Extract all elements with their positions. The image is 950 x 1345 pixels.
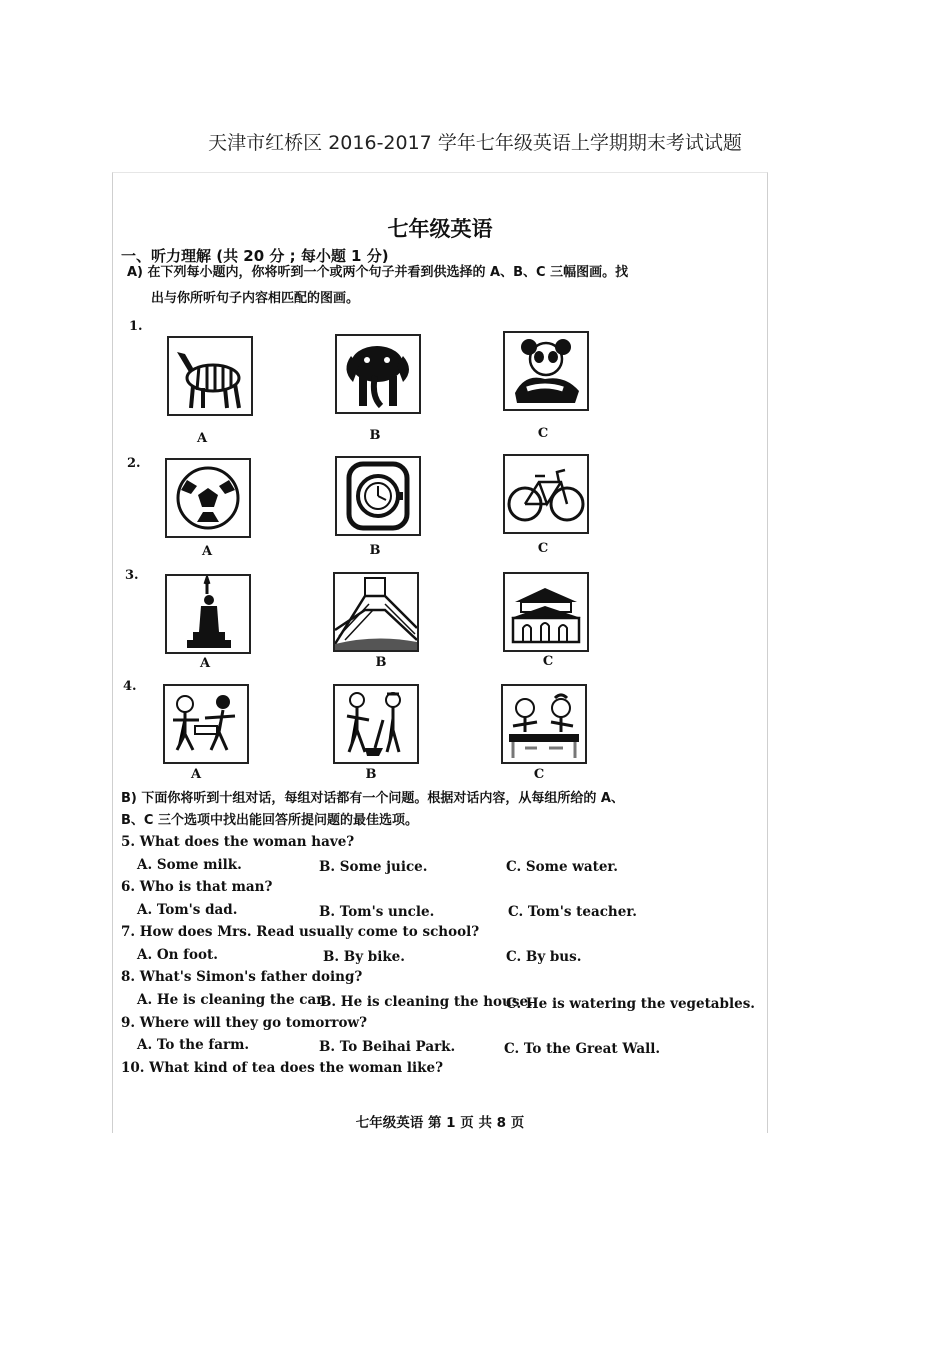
question-6-option-c: C. Tom's teacher. <box>508 904 637 920</box>
picture-question-number: 3. <box>125 568 139 583</box>
statue-of-liberty-icon[interactable] <box>165 574 251 654</box>
option-label-c: C <box>542 654 554 669</box>
watch-icon[interactable] <box>335 456 421 536</box>
question-5-option-c: C. Some water. <box>506 859 619 875</box>
part-b-instruction <box>121 786 624 834</box>
question-7-option-b: B. By bike. <box>323 949 405 965</box>
question-5-option-b: B. Some juice. <box>319 859 428 875</box>
scanned-page <box>112 172 768 1133</box>
option-label-a: A <box>199 656 211 671</box>
question-5-option-a: A. Some milk. <box>137 857 242 873</box>
section-listening-title: 一、听力理解 (共 20 分 ; 每小题 1 分) <box>121 247 389 265</box>
option-label-a: A <box>190 767 202 782</box>
question-6: 6. Who is that man? <box>121 879 273 895</box>
question-8-option-a: A. He is cleaning the car. <box>137 992 327 1008</box>
page-footer: 七年级英语 第 1 页 共 8 页 <box>355 1115 525 1131</box>
tiananmen-icon[interactable] <box>503 572 589 652</box>
question-5: 5. What does the woman have? <box>121 834 355 850</box>
kids-cleaning-icon[interactable] <box>333 684 419 764</box>
part-a-line-1: A) 在下列每小题内，你将听到一个或两个句子并看到供选择的 A、B、C 三幅图画。找 <box>127 265 629 280</box>
question-6-option-b: B. Tom's uncle. <box>319 904 435 920</box>
option-label-a: A <box>201 544 213 559</box>
option-label-c: C <box>537 426 549 441</box>
elephant-icon[interactable] <box>335 334 421 414</box>
question-9-option-a: A. To the farm. <box>137 1037 250 1053</box>
option-label-a: A <box>196 431 208 446</box>
part-b-line-1: B) 下面你将听到十组对话，每组对话都有一个问题。根据对话内容，从每组所给的 A、 <box>121 791 624 806</box>
question-6-option-a: A. Tom's dad. <box>137 902 238 918</box>
part-a-instruction <box>127 260 628 312</box>
panda-icon[interactable] <box>503 331 589 411</box>
option-label-b: B <box>375 655 387 670</box>
question-9-option-c: C. To the Great Wall. <box>504 1041 661 1057</box>
great-wall-icon[interactable] <box>333 572 419 652</box>
question-9: 9. Where will they go tomorrow? <box>121 1015 368 1031</box>
bicycle-icon[interactable] <box>503 454 589 534</box>
soccer-ball-icon[interactable] <box>165 458 251 538</box>
question-7-option-c: C. By bus. <box>506 949 582 965</box>
option-label-b: B <box>369 543 381 558</box>
question-8-option-b: B. He is cleaning the house. <box>320 994 533 1010</box>
part-b-line-2: B、C 三个选项中找出能回答所提问题的最佳选项。 <box>121 813 418 828</box>
paper-title: 七年级英语 <box>387 217 493 241</box>
question-8-option-c: C. He is watering the vegetables. <box>506 996 756 1012</box>
question-10: 10. What kind of tea does the woman like? <box>121 1060 444 1076</box>
option-label-c: C <box>537 541 549 556</box>
picture-question-number: 4. <box>123 679 137 694</box>
option-label-b: B <box>369 428 381 443</box>
document-header: 天津市红桥区 2016-2017 学年七年级英语上学期期末考试试题 <box>208 132 742 154</box>
question-9-option-b: B. To Beihai Park. <box>319 1039 456 1055</box>
option-label-b: B <box>365 767 377 782</box>
zebra-icon[interactable] <box>167 336 253 416</box>
question-7: 7. How does Mrs. Read usually come to school? <box>121 924 480 940</box>
question-8: 8. What's Simon's father doing? <box>121 969 363 985</box>
part-a-line-2: 出与你所听句子内容相匹配的图画。 <box>151 291 360 306</box>
picture-question-number: 1. <box>129 319 143 334</box>
picture-question-number: 2. <box>127 456 141 471</box>
kids-playing-icon[interactable] <box>163 684 249 764</box>
option-label-c: C <box>533 767 545 782</box>
kids-at-desk-icon[interactable] <box>501 684 587 764</box>
question-7-option-a: A. On foot. <box>137 947 218 963</box>
